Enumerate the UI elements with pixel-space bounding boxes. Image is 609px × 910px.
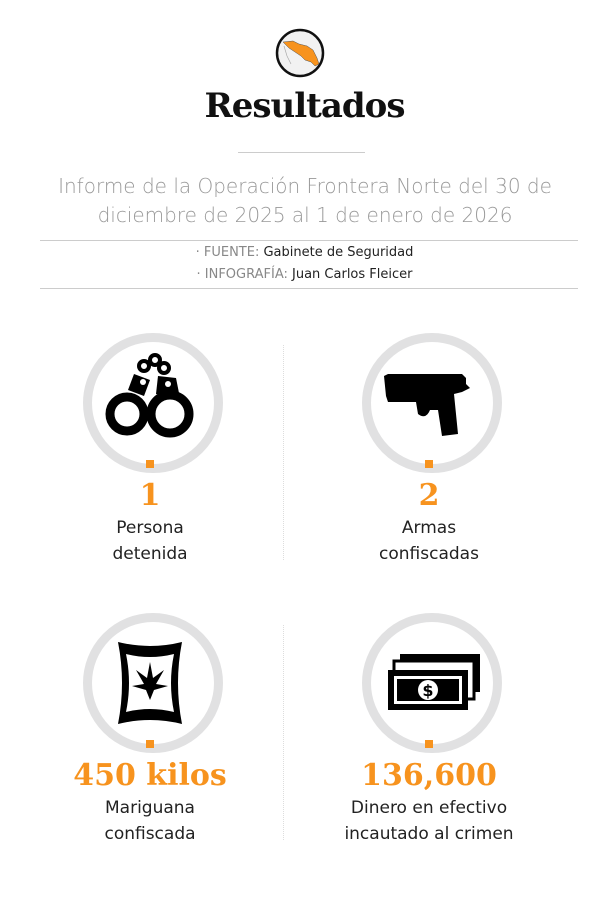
stat-label-line: confiscadas [379, 544, 479, 564]
divider [40, 288, 578, 289]
stat-label [309, 795, 549, 847]
stat-label-line: Mariguana [105, 798, 195, 818]
stat-label-line: confiscada [104, 824, 196, 844]
marijuana-bag-icon [112, 638, 188, 728]
stat-value: 2 [418, 478, 440, 513]
mexico-map-icon [275, 28, 325, 78]
column-divider [283, 625, 284, 840]
cash-icon [386, 652, 482, 714]
credit-key: · FUENTE: [195, 245, 260, 260]
divider [40, 240, 578, 241]
accent-tick [146, 460, 154, 468]
stat-label [309, 515, 549, 567]
stat-value: 136,600 [361, 758, 497, 793]
stat-label [30, 795, 270, 847]
accent-tick [425, 460, 433, 468]
stat-label-line: Dinero en efectivo [350, 798, 508, 818]
accent-tick [425, 740, 433, 748]
stat-value: 1 [139, 478, 161, 513]
handcuffs-icon [100, 352, 200, 442]
credit-source [0, 245, 609, 260]
stat-value: 450 kilos [73, 758, 227, 793]
subtitle: Informe de la Operación Frontera Norte del 30 de diciembre de 2025 al 1 de enero de 2026 [58, 174, 552, 227]
credit-value: Gabinete de Seguridad [263, 245, 414, 260]
svg-text:$: $ [422, 681, 434, 700]
accent-tick [146, 740, 154, 748]
stat-label-line: incautado al crimen [344, 824, 514, 844]
credit-value: Juan Carlos Fleicer [292, 267, 413, 282]
divider [238, 152, 365, 153]
stat-label-line: Persona [116, 518, 184, 538]
stat-label-line: detenida [112, 544, 188, 564]
credit-infographic [0, 267, 609, 282]
stat-label [30, 515, 270, 567]
page-title: Resultados [204, 86, 405, 126]
credit-key: · INFOGRAFÍA: [196, 267, 288, 282]
pistol-icon [382, 372, 476, 442]
stat-label-line: Armas [401, 518, 457, 538]
column-divider [283, 345, 284, 560]
